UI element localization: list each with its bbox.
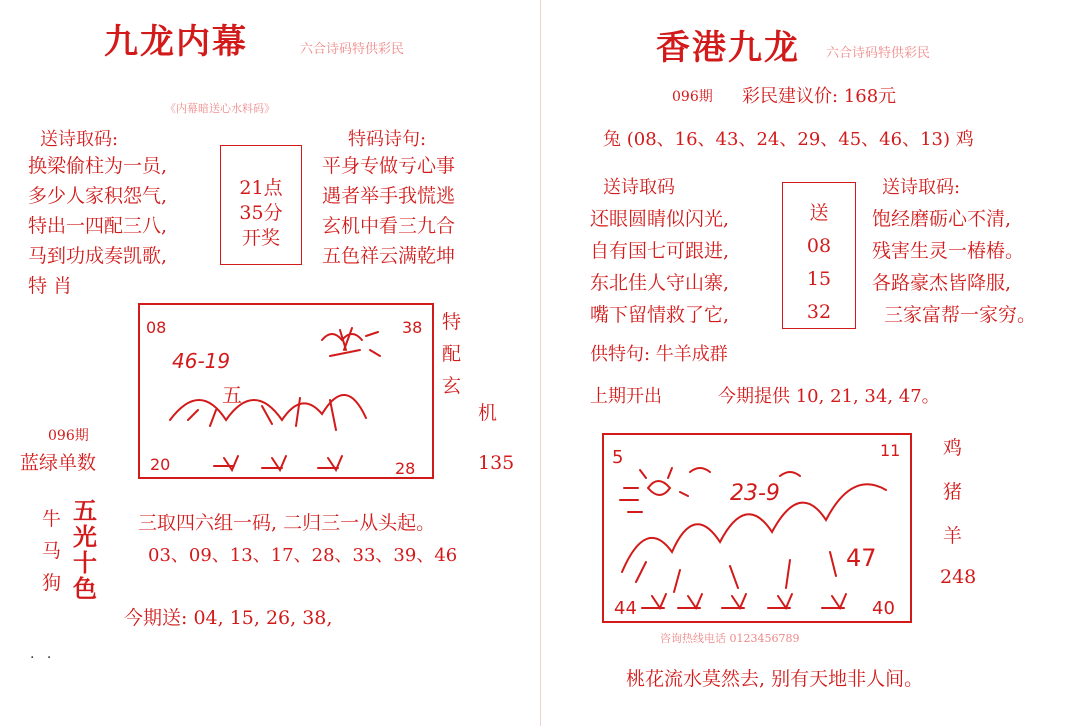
draw-time-minute: 35分: [239, 202, 283, 224]
numbers-line: 03、09、13、17、28、33、39、46: [148, 545, 458, 566]
color-parity-label: 蓝绿单数: [20, 452, 97, 474]
right-poem-line: 各路豪杰皆降服,: [872, 272, 1012, 294]
sketch-label-br: 40: [872, 598, 895, 619]
side-animal: 鸡: [943, 437, 963, 459]
send-number: 15: [806, 268, 832, 290]
animal: 牛: [42, 508, 62, 530]
right-side-animals: [943, 426, 962, 558]
sketch-label-tr: 38: [402, 318, 423, 337]
left-poem-line: 多少人家积怨气,: [28, 185, 168, 207]
this-period: 今期提供 10, 21, 34, 47。: [718, 386, 940, 407]
side-animal: 羊: [943, 525, 963, 547]
special-poem-line: 五色祥云满乾坤: [322, 245, 456, 267]
wuguang-char: 色: [73, 574, 97, 603]
send-number: 08: [806, 235, 832, 257]
right-poem-line: 饱经磨砺心不清,: [872, 208, 1012, 230]
right-poem-line: 还眼圆睛似闪光,: [590, 208, 730, 230]
right-poem-line: 嘴下留情救了它,: [590, 304, 730, 326]
wuguang-char: 光: [73, 522, 97, 551]
right-poem-line: 自有国七可跟进,: [590, 240, 730, 262]
wuguang-char: 五: [73, 496, 97, 525]
animal: 马: [42, 540, 62, 562]
sketch-label-tl: 08: [146, 318, 167, 337]
side-char: 特: [442, 311, 462, 333]
rule-line: 三取四六组一码, 二归三一从头起。: [138, 512, 436, 534]
special-poem-line: 平身专做亏心事: [322, 155, 456, 177]
right-issue: 096期: [672, 89, 713, 105]
right-poem-line: 东北佳人守山寨,: [590, 272, 730, 294]
rabbit-line: 兔 (08、16、43、24、29、45、46、13) 鸡: [603, 129, 974, 150]
left-side-number: 135: [478, 452, 515, 474]
sketch-label-mid: 23-9: [730, 481, 780, 506]
special-heading: 特码诗句:: [348, 129, 427, 150]
footer-phone: 咨询热线电话 0123456789: [660, 632, 800, 645]
left-title-sub: 六合诗码特供彩民: [300, 42, 405, 57]
side-animal: 猪: [943, 481, 963, 503]
side-char: 配: [442, 343, 462, 365]
left-side-char-ji: 机: [478, 402, 498, 424]
price-line: 彩民建议价: 168元: [742, 86, 897, 107]
left-poem-line: 特出一四配三八,: [28, 215, 168, 237]
left-poem-line: 换梁偷柱为一员,: [28, 155, 168, 177]
today-send: 今期送: 04, 15, 26, 38,: [124, 607, 333, 629]
sketch-label-mid: 46-19: [172, 349, 231, 373]
right-poem-line: 三家富帮一家穷。: [884, 304, 1037, 326]
right-title-sub: 六合诗码特供彩民: [826, 46, 931, 61]
send-number: 32: [806, 301, 832, 323]
right-poem-heading-right: 送诗取码:: [882, 177, 961, 198]
draw-time-hour: 21点: [239, 177, 283, 199]
sketch-label-five: 五: [222, 383, 242, 407]
right-title: 香港九龙: [656, 28, 800, 68]
side-char: 玄: [442, 375, 462, 397]
bottom-dots: . .: [30, 646, 56, 662]
sketch-label-bl: 20: [150, 455, 171, 474]
left-poem-line: 特 肖: [28, 275, 73, 297]
last-period: 上期开出: [590, 386, 662, 407]
animal: 狗: [42, 572, 62, 594]
left-poem-heading: 送诗取码:: [40, 129, 119, 150]
sketch-label-br: 28: [395, 459, 416, 478]
draw-time-label: 开奖: [241, 227, 280, 249]
sketch-label-tr: 11: [880, 441, 901, 460]
sketch-label-bl: 44: [614, 598, 637, 619]
special-supply: 供特句: 牛羊成群: [590, 344, 728, 365]
right-poem-line: 残害生灵一椿椿。: [872, 240, 1025, 262]
sketch-label-tl: 5: [612, 447, 624, 468]
left-issue: 096期: [48, 428, 89, 444]
sketch-label-47: 47: [846, 544, 877, 572]
special-poem-line: 遇者举手我慌逃: [322, 185, 456, 207]
left-title: 九龙内幕: [104, 22, 248, 62]
left-poem-line: 马到功成奏凯歌,: [28, 245, 168, 267]
closing-line: 桃花流水莫然去, 别有天地非人间。: [626, 668, 924, 690]
right-poem-heading-left: 送诗取码: [603, 177, 675, 198]
left-subnote: 《内幕暗送心水料码》: [165, 102, 275, 115]
special-poem-line: 玄机中看三九合: [322, 215, 456, 237]
send-label: 送: [809, 202, 829, 224]
right-side-number: 248: [940, 566, 977, 588]
wuguang-char: 十: [73, 548, 97, 577]
